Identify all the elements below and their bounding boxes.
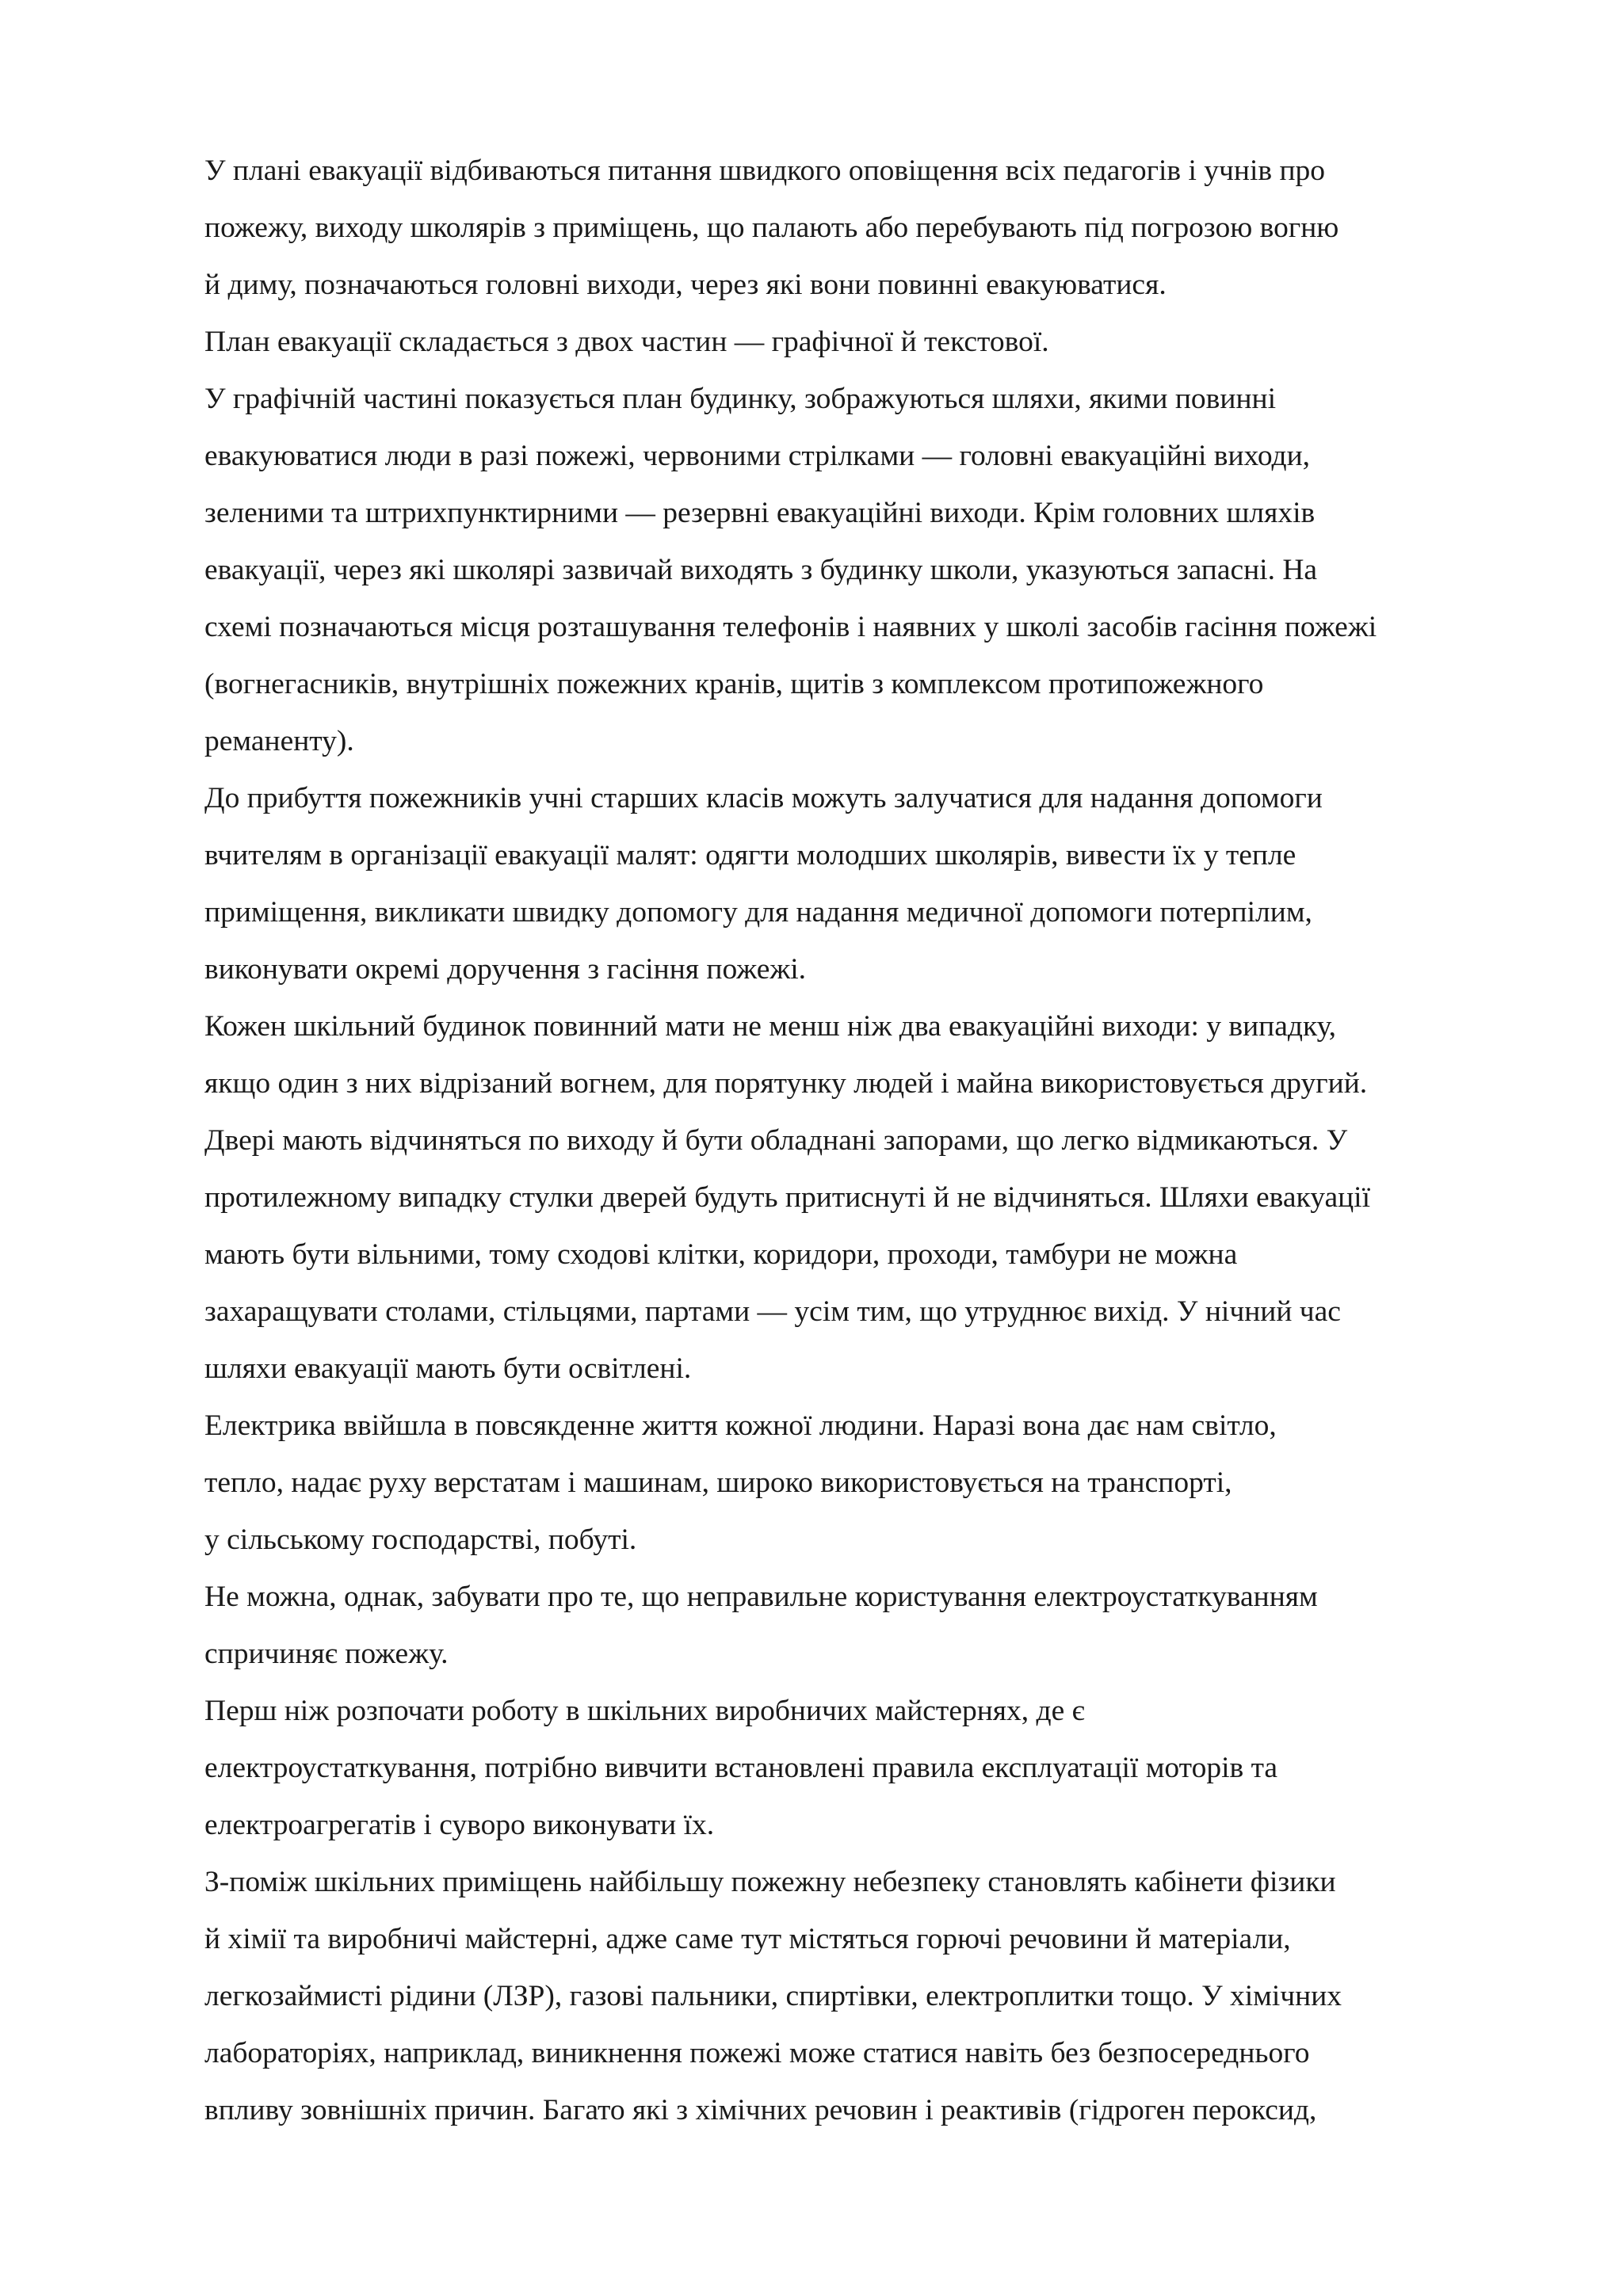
paragraph-electricity bbox=[157, 1398, 1472, 1569]
text-line: якщо один з них відрізаний вогнем, для порятунку людей і майна використовується другий. bbox=[204, 1067, 1368, 1100]
text-line: Електрика ввійшла в повсякденне життя кожної людини. Наразі вона дає нам світло, bbox=[204, 1409, 1277, 1442]
text-line: У графічній частині показується план будинку, зображуються шляхи, якими повинні bbox=[204, 383, 1276, 415]
paragraph-evacuation-plan-content bbox=[157, 143, 1472, 314]
text-line: зеленими та штрихпунктирними — резервні евакуаційні виходи. Крім головних шляхів bbox=[204, 497, 1316, 529]
text-line: реманенту). bbox=[204, 725, 354, 757]
text-line: У плані евакуації відбиваються питання швидкого оповіщення всіх педагогів і учнів про bbox=[204, 154, 1326, 187]
text-line: З-поміж шкільних приміщень найбільшу пожежну небезпеку становлять кабінети фізики bbox=[204, 1866, 1336, 1898]
text-line: шляхи евакуації мають бути освітлені. bbox=[204, 1352, 692, 1385]
document-body bbox=[157, 143, 1472, 2139]
text-line: впливу зовнішніх причин. Багато які з хімічних речовин і реактивів (гідроген пероксид, bbox=[204, 2094, 1317, 2126]
text-line: спричиняє пожежу. bbox=[204, 1638, 449, 1670]
text-line: Не можна, однак, забувати про те, що неправильне користування електроустаткуванням bbox=[204, 1581, 1318, 1613]
paragraph-electrical-misuse bbox=[157, 1569, 1472, 1683]
text-line: План евакуації складається з двох частин — графічної й текстової. bbox=[204, 326, 1049, 358]
text-line: Кожен шкільний будинок повинний мати не менш ніж два евакуаційні виходи: у випадку, bbox=[204, 1010, 1337, 1043]
paragraph-graphic-part bbox=[157, 371, 1472, 770]
text-line: схемі позначаються місця розташування телефонів і наявних у школі засобів гасіння пожежі bbox=[204, 611, 1377, 643]
paragraph-plan-parts bbox=[157, 314, 1472, 371]
paragraph-workshop-rules bbox=[157, 1683, 1472, 1854]
text-line: Двері мають відчиняться по виходу й бути обладнані запорами, що легко відмикаються. У bbox=[204, 1124, 1348, 1157]
text-line: у сільському господарстві, побуті. bbox=[204, 1524, 637, 1556]
text-line: виконувати окремі доручення з гасіння пожежі. bbox=[204, 953, 807, 986]
text-line: вчителям в організації евакуації малят: одягти молодших школярів, вивести їх у тепле bbox=[204, 839, 1296, 871]
text-line: евакуації, через які школярі зазвичай виходять з будинку школи, указуються запасні. На bbox=[204, 554, 1318, 586]
text-line: легкозаймисті рідини (ЛЗР), газові пальники, спиртівки, електроплитки тощо. У хімічних bbox=[204, 1980, 1342, 2012]
text-line: тепло, надає руху верстатам і машинам, широко використовується на транспорті, bbox=[204, 1466, 1232, 1499]
text-line: електроустаткування, потрібно вивчити встановлені правила експлуатації моторів та bbox=[204, 1752, 1278, 1784]
text-line: протилежному випадку стулки дверей будуть притиснуті й не відчиняться. Шляхи евакуації bbox=[204, 1181, 1371, 1214]
text-line: електроагрегатів і суворо виконувати їх. bbox=[204, 1809, 715, 1841]
text-line: Перш ніж розпочати роботу в шкільних виробничих майстернях, де є bbox=[204, 1695, 1085, 1727]
text-line: приміщення, викликати швидку допомогу для надання медичної допомоги потерпілим, bbox=[204, 896, 1312, 929]
text-line: евакуюватися люди в разі пожежі, червоними стрілками — головні евакуаційні виходи, bbox=[204, 440, 1311, 472]
paragraph-hazardous-rooms bbox=[157, 1854, 1472, 2139]
text-line: пожежу, виходу школярів з приміщень, що палають або перебувають під погрозою вогню bbox=[204, 212, 1339, 244]
paragraph-evacuation-exits bbox=[157, 998, 1472, 1398]
paragraph-senior-students-help bbox=[157, 770, 1472, 998]
text-line: (вогнегасників, внутрішніх пожежних кранів, щитів з комплексом протипожежного bbox=[204, 668, 1264, 700]
text-line: лабораторіях, наприклад, виникнення пожежі може статися навіть без безпосереднього bbox=[204, 2037, 1310, 2069]
text-line: мають бути вільними, тому сходові клітки, коридори, проходи, тамбури не можна bbox=[204, 1238, 1238, 1271]
text-line: захаращувати столами, стільцями, партами — усім тим, що утруднює вихід. У нічний час bbox=[204, 1295, 1341, 1328]
text-line: До прибуття пожежників учні старших класів можуть залучатися для надання допомоги bbox=[204, 782, 1323, 814]
text-line: й диму, позначаються головні виходи, через які вони повинні евакуюватися. bbox=[204, 269, 1167, 301]
text-line: й хімії та виробничі майстерні, адже саме тут містяться горючі речовини й матеріали, bbox=[204, 1923, 1291, 1955]
